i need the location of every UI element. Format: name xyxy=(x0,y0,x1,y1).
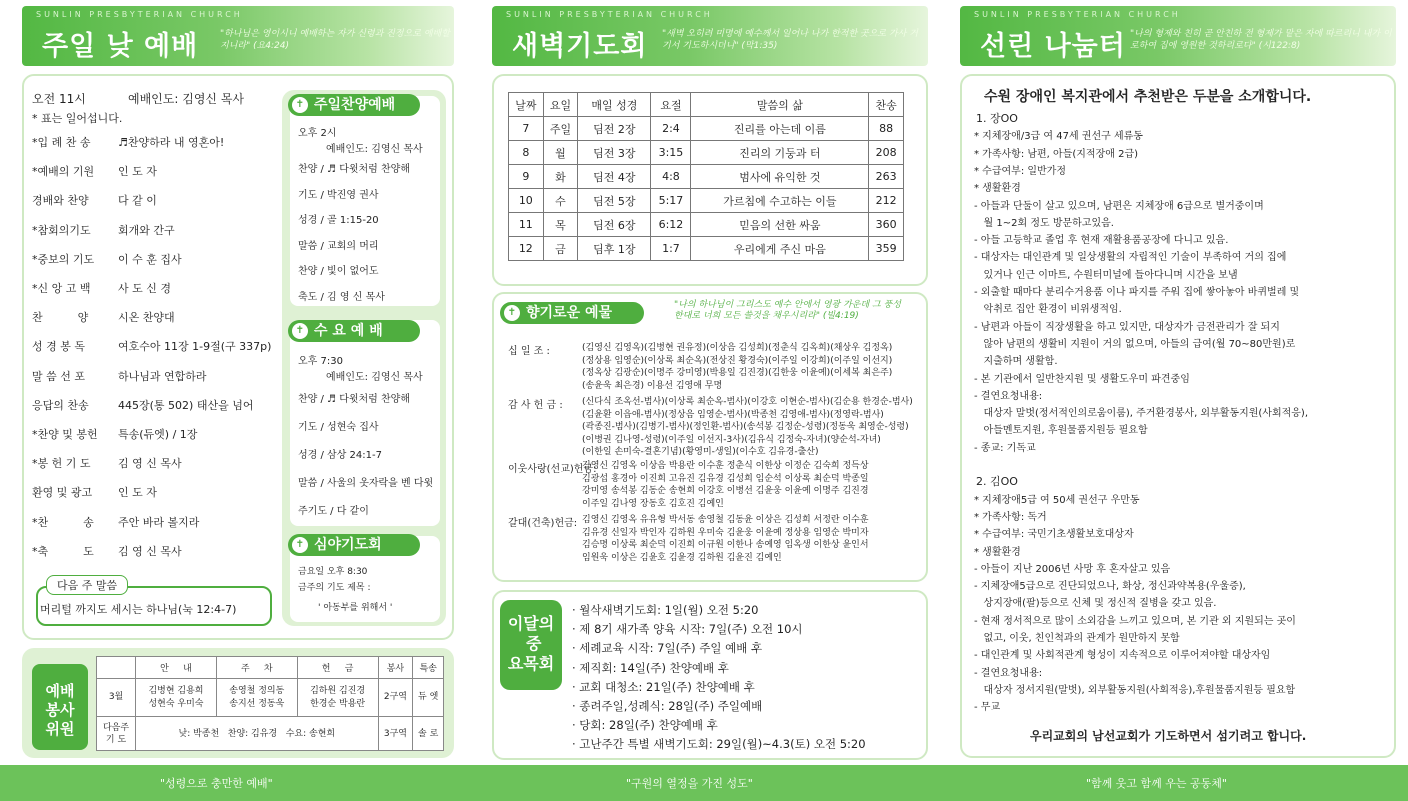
offering-label: 십 일 조 : xyxy=(508,346,550,357)
sharing-line: - 대인관계 및 사회적관계 형성이 지속적으로 이루어져야할 대상자임 xyxy=(974,650,1271,662)
wednesday-title: 수 요 예 배 xyxy=(314,323,383,339)
order-value: 이 수 훈 집사 xyxy=(118,252,182,266)
sunday-verse: "하나님은 영이시니 예배하는 자가 신령과 진정으로 예배할지니라" (요4:24) xyxy=(220,29,450,51)
dawn-row xyxy=(509,117,904,141)
night-prayer-title: 심야기도회 xyxy=(314,537,382,553)
dawn-cell: 진리의 기둥과 터 xyxy=(691,141,869,165)
dawn-cell: 2:4 xyxy=(651,117,691,141)
committee-cell: 송영철 정의동 송지선 정동욱 xyxy=(216,679,297,717)
dawn-cell: 주일 xyxy=(543,117,578,141)
dawn-cell: 믿음의 선한 싸움 xyxy=(691,213,869,237)
sharing-line: - 아들이 지난 2006년 사망 후 혼자살고 있음 xyxy=(974,563,1171,575)
praise-time: 오후 2시 xyxy=(298,128,337,139)
offering-names: (김영신 김영옥)(김병현 권유정)(이상음 김성희)(정춘식 김옥희)(채상우 김정옥) (정상용 임영순)(이상록 최순옥)(전상진 황경숙)(이주일 이강희)(이주일 이선지) (정옥상 김광순)(이명주 강미영)(박용일 김진경)(김한웅 이윤예)(이세복 최은주) (송윤욱 최은경) 이용선 김영애 무명 xyxy=(582,343,893,391)
sharing-line: 대상자 말벗(정서적인의로움이룸), 주거환경봉사, 외부활동지원(사회적응), xyxy=(974,408,1309,420)
wed-item: 주기도 / 다 같이 xyxy=(298,506,369,517)
sharing-line: 않아 남편의 생활비 지원이 거의 없으며, 아들의 급여(월 70~80만원)로 xyxy=(974,338,1296,350)
sharing-line: * 가족사항: 독거 xyxy=(974,511,1047,523)
dawn-body xyxy=(509,117,904,261)
committee-cell: 김병현 김용희 성현숙 우미숙 xyxy=(136,679,217,717)
wed-leader: 예배인도: 김영신 목사 xyxy=(326,372,423,383)
order-row xyxy=(32,192,157,208)
sharing-line: - 지체장애5급으로 진단되었으나, 화상, 정신과약복용(우울증), xyxy=(974,581,1246,593)
sharing-line: 상지장애(팔)등으로 신체 및 정신적 질병을 갖고 있음. xyxy=(974,598,1217,610)
sharing-heading: 수원 장애인 복지관에서 추천받은 두분을 소개합니다. xyxy=(984,89,1312,105)
dawn-header-cell: 말씀의 삶 xyxy=(691,93,869,117)
dawn-header-cell: 매일 성경 xyxy=(578,93,651,117)
dawn-header-cell: 요일 xyxy=(543,93,578,117)
sharing-line: - 종교: 기독교 xyxy=(974,442,1036,454)
dawn-header-cell: 요절 xyxy=(651,93,691,117)
sharing-line: * 수급여부: 일반가정 xyxy=(974,165,1067,177)
church-icon: ✝ xyxy=(292,323,308,339)
dawn-cell: 금 xyxy=(543,237,578,261)
monthly-item: · 당회: 28일(주) 찬양예배 후 xyxy=(572,718,718,733)
sharing-verse: "나의 형제와 친히 곧 안친하 전 형제가 맡은 자에 따르리니 내가 이로하여 집에 영원한 것하리로다" (시122:8) xyxy=(1130,29,1392,51)
dawn-cell: 딤전 2장 xyxy=(578,117,651,141)
church-name: SUNLIN PRESBYTERIAN CHURCH xyxy=(36,10,243,19)
dawn-cell: 359 xyxy=(869,237,904,261)
sharing-line: - 외출할 때마다 분리수거용품 이나 파지를 주워 집에 쌓아놓아 바퀴벌레 및 xyxy=(974,287,1300,298)
dawn-cell: 212 xyxy=(869,189,904,213)
monthly-title: 이달의 중 요목회 xyxy=(500,600,562,690)
order-label: *입 례 찬 송 xyxy=(32,136,91,149)
sunday-banner xyxy=(22,6,454,66)
church-icon: ✝ xyxy=(292,537,308,553)
sharing-line: * 지체장애/3급 여 47세 권선구 세류동 xyxy=(974,131,1143,143)
sharing-line: 1. 장OO xyxy=(976,112,1018,125)
night-prayer-pill xyxy=(288,534,420,556)
sunday-title: 주일 낮 예배 xyxy=(42,31,199,62)
order-row xyxy=(32,543,182,559)
sharing-line: * 지체장애5급 여 50세 권선구 우만동 xyxy=(974,494,1140,506)
footer-bar xyxy=(0,765,1408,801)
offering-names: (신다식 조옥선-범사)(이상록 최순옥-범사)(이강호 이현순-범사)(김순용 한경순-범사) (김윤환 이읍애-범사)(정상음 임영순-범사)(박종천 김영애-범사)(정영락-범사) (곽종진-범사)(김병기-범사)(정인환-범사)(송석봉 김정순-성령)(정동욱 최영순-성령) (이병권 김나영-성령)(이주일 이선지-3사)(김유식 김정숙-자녀)(양순석-자녀) (이한일 손미숙-결혼기념)(황영미-생일)(이수호 김유경-출산) xyxy=(582,397,913,458)
dawn-row xyxy=(509,213,904,237)
sharing-line: - 본 기관에서 일반찬지원 및 생활도우미 파견중임 xyxy=(974,373,1190,385)
praise-item: 말씀 / 교회의 머리 xyxy=(298,240,379,252)
offering-pill xyxy=(500,302,644,324)
sharing-line: 월 1~2회 정도 방문하고있음. xyxy=(974,217,1114,229)
next-week-text: 머리털 까지도 세시는 하나님(눅 12:4-7) xyxy=(40,603,237,616)
dawn-cell: 수 xyxy=(543,189,578,213)
dawn-cell: 11 xyxy=(509,213,544,237)
order-label: *찬양 및 봉헌 xyxy=(32,428,98,441)
order-value: 인 도 자 xyxy=(118,486,157,500)
dawn-cell: 딤전 4장 xyxy=(578,165,651,189)
dawn-row xyxy=(509,141,904,165)
dawn-cell: 딤전 6장 xyxy=(578,213,651,237)
offering-title: 향기로운 예물 xyxy=(526,305,613,321)
sunday-praise-title: 주일찬양예배 xyxy=(314,97,396,113)
committee-header-cell: 헌 금 xyxy=(297,657,378,679)
service-leader: 예배인도: 김영신 목사 xyxy=(128,92,245,106)
dawn-cell: 진리를 아는데 이름 xyxy=(691,117,869,141)
night-topic-label: 금주의 기도 제목 : xyxy=(298,583,371,593)
order-value: 특송(듀엣) / 1장 xyxy=(118,428,198,441)
sharing-closing: 우리교회의 남선교회가 기도하면서 섬기려고 합니다. xyxy=(1030,729,1307,743)
order-row xyxy=(32,134,224,150)
wed-item: 찬양 / ♬ 다윗처럼 찬양해 xyxy=(298,394,410,405)
order-value: 여호수아 11장 1-9절(구 337p) xyxy=(118,340,272,354)
dawn-header-cell: 찬송 xyxy=(869,93,904,117)
church-name: SUNLIN PRESBYTERIAN CHURCH xyxy=(506,10,713,19)
committee-cell: 2구역 xyxy=(378,679,413,717)
order-value: 주안 바라 볼지라 xyxy=(118,515,200,529)
order-row xyxy=(32,280,171,296)
order-label: *찬 송 xyxy=(32,515,94,529)
committee-cell: 김하원 김진경 한경순 박용란 xyxy=(297,679,378,717)
order-label: *예배의 기원 xyxy=(32,165,95,179)
sharing-line: 지출하며 생활함. xyxy=(974,356,1058,368)
dawn-banner xyxy=(492,6,928,66)
committee-title: 예배 봉사 위원 xyxy=(32,664,88,750)
offering-label: 이웃사랑(선교)헌금: xyxy=(508,464,597,475)
night-topic: ' 아동부를 위해서 ' xyxy=(318,603,393,613)
praise-item: 기도 / 박진영 권사 xyxy=(298,189,379,201)
order-label: *중보의 기도 xyxy=(32,252,95,266)
order-row xyxy=(32,397,253,413)
dawn-cell: 8 xyxy=(509,141,544,165)
praise-item: 축도 / 김 영 신 목사 xyxy=(298,291,385,303)
committee-row xyxy=(97,679,444,717)
footer-motto-3: "함께 웃고 함께 우는 공동체" xyxy=(1086,777,1227,790)
committee-cell: 낮: 박종천 찬양: 김유경 수요: 송현희 xyxy=(136,717,378,751)
offering-names: 김영신 김영옥 유유형 박서동 송영철 김동윤 이상은 김성희 서정란 이수훈 김유경 신일자 박인자 김하원 우미숙 김윤웅 이윤예 정상용 임영순 박미자 김승명 이상록 최순덕 이진희 이규원 이한나 송예영 임옥생 이한상 윤인서 임원욱 이상은 김윤호 김윤경 김하원 김윤진 김예인 xyxy=(582,515,869,563)
sharing-line: 대상자 정서지원(말벗), 외부활동지원(사회적응),후원물품지원등 필요함 xyxy=(974,684,1296,696)
sharing-line: - 결연요청내용: xyxy=(974,390,1043,402)
wed-time: 오후 7:30 xyxy=(298,356,343,367)
order-value: 인 도 자 xyxy=(118,165,157,179)
dawn-cell: 가르침에 수고하는 이들 xyxy=(691,189,869,213)
order-row xyxy=(32,338,271,354)
panel-sunday-worship xyxy=(0,0,466,765)
committee-header-cell: 특송 xyxy=(413,657,444,679)
dawn-cell: 360 xyxy=(869,213,904,237)
footer-motto-1: "성령으로 충만한 예배" xyxy=(160,777,273,790)
dawn-cell: 263 xyxy=(869,165,904,189)
church-name: SUNLIN PRESBYTERIAN CHURCH xyxy=(974,10,1181,19)
monthly-item: · 교회 대청소: 21일(주) 찬양예배 후 xyxy=(572,679,755,694)
monthly-item: · 제 8기 새가족 양육 시작: 7일(주) 오전 10시 xyxy=(572,622,803,637)
committee-cell: 듀 엣 xyxy=(413,679,444,717)
sharing-banner xyxy=(960,6,1396,66)
dawn-cell: 1:7 xyxy=(651,237,691,261)
wed-item: 말씀 / 사울의 옷자락을 벤 다윗 xyxy=(298,478,434,489)
sharing-line: - 결연요청내용: xyxy=(974,667,1043,679)
dawn-cell: 5:17 xyxy=(651,189,691,213)
committee-header-row xyxy=(97,657,444,679)
offering-label: 감 사 헌 금 : xyxy=(508,400,563,411)
sharing-line: - 대상자는 대인관계 및 일상생활의 자립적인 기술이 부족하여 거의 집에 xyxy=(974,252,1287,264)
dawn-cell: 12 xyxy=(509,237,544,261)
dawn-row xyxy=(509,189,904,213)
dawn-row xyxy=(509,165,904,189)
order-label: 말 씀 선 포 xyxy=(32,369,85,383)
dawn-cell: 10 xyxy=(509,189,544,213)
sharing-line: 있거나 인근 이마트, 수원터미널에 들아다니며 시간을 보냄 xyxy=(974,269,1238,281)
committee-header-cell: 봉사 xyxy=(378,657,413,679)
monthly-item: · 고난주간 특별 새벽기도회: 29일(월)~4.3(토) 오전 5:20 xyxy=(572,737,866,752)
dawn-cell: 9 xyxy=(509,165,544,189)
sunday-praise-pill xyxy=(288,94,420,116)
dawn-row xyxy=(509,237,904,261)
order-label: *신 앙 고 백 xyxy=(32,282,91,295)
dawn-cell: 6:12 xyxy=(651,213,691,237)
wed-item: 기도 / 성현숙 집사 xyxy=(298,422,379,433)
dawn-cell: 88 xyxy=(869,117,904,141)
committee-row xyxy=(97,717,444,751)
order-row xyxy=(32,251,182,267)
monthly-item: · 세례교육 시작: 7일(주) 주일 예배 후 xyxy=(572,641,763,656)
church-icon: ✝ xyxy=(292,97,308,113)
order-label: *봉 헌 기 도 xyxy=(32,457,91,471)
order-label: 환영 및 광고 xyxy=(32,486,93,500)
sharing-line: 없고, 이웃, 친인척과의 관계가 원만하지 못함 xyxy=(974,633,1180,644)
panel-dawn-prayer xyxy=(478,0,940,765)
dawn-header-cell: 날짜 xyxy=(509,93,544,117)
order-value: 김 영 신 목사 xyxy=(118,544,182,558)
church-icon: ✝ xyxy=(504,305,520,321)
committee-cell: 3구역 xyxy=(378,717,413,751)
order-value: 445장(통 502) 태산을 넘어 xyxy=(118,398,254,412)
offering-verse: "나의 하나님이 그리스도 예수 안에서 영광 가운데 그 풍성한대로 너희 모든 쓸것을 채우시리라" (빌4:19) xyxy=(674,300,901,321)
dawn-cell: 딤후 1장 xyxy=(578,237,651,261)
sharing-line: - 남편과 아들이 직장생활을 하고 있지만, 대상자가 금전관리가 잘 되지 xyxy=(974,321,1280,333)
order-row xyxy=(32,368,207,384)
standing-note: * 표는 일어섭니다. xyxy=(32,112,123,125)
committee-cell: 3월 xyxy=(97,679,136,717)
sharing-line: * 생활환경 xyxy=(974,546,1021,558)
footer-motto-2: "구원의 열정을 가진 성도" xyxy=(626,777,753,790)
order-value: 김 영 신 목사 xyxy=(118,457,182,471)
dawn-verse: "새벽 오히려 미명에 예수께서 일어나 나가 한적한 곳으로 가사 거기서 기도하시더니" (막1:35) xyxy=(662,29,918,51)
dawn-cell: 4:8 xyxy=(651,165,691,189)
order-value: ♬찬양하라 내 영혼아! xyxy=(118,136,225,149)
dawn-cell: 월 xyxy=(543,141,578,165)
order-label: 찬 양 xyxy=(32,311,89,325)
committee-header-cell: 안 내 xyxy=(136,657,217,679)
dawn-cell: 7 xyxy=(509,117,544,141)
order-row xyxy=(32,426,197,442)
order-row xyxy=(32,514,199,530)
order-value: 시온 찬양대 xyxy=(118,311,175,325)
dawn-cell: 우리에게 주신 마음 xyxy=(691,237,869,261)
sharing-line: - 무교 xyxy=(974,702,1001,714)
praise-item: 성경 / 골 1:15-20 xyxy=(298,215,379,226)
dawn-title: 새벽기도회 xyxy=(512,31,648,62)
dawn-cell: 목 xyxy=(543,213,578,237)
offering-label: 갈대(건축)헌금: xyxy=(508,518,578,529)
dawn-header-row xyxy=(509,93,904,117)
order-row xyxy=(32,222,175,238)
sharing-line: - 현재 정서적으로 많이 소외감을 느끼고 있으며, 본 기관 외 지원되는 곳이 xyxy=(974,615,1296,627)
next-week-title: 다음 주 말씀 xyxy=(46,575,128,595)
order-row xyxy=(32,455,182,471)
praise-leader: 예배인도: 김영신 목사 xyxy=(326,144,423,155)
order-label: 경배와 찬양 xyxy=(32,194,89,208)
order-value: 다 같 이 xyxy=(118,194,157,208)
wednesday-pill xyxy=(288,320,420,342)
sharing-line: * 가족사항: 남편, 아들(지적장애 2급) xyxy=(974,148,1139,160)
order-label: 응답의 찬송 xyxy=(32,398,89,412)
service-time: 오전 11시 xyxy=(32,92,86,106)
sharing-line: 아들멘토지원, 후원물품지원등 필요함 xyxy=(974,425,1148,437)
praise-item: 찬양 / ♬ 다윗처럼 찬양해 xyxy=(298,164,410,175)
order-row xyxy=(32,484,157,500)
sharing-line: - 아들 고등학교 졸업 후 현재 재활용품공장에 다니고 있음. xyxy=(974,235,1229,247)
order-value: 하나님과 연합하라 xyxy=(118,369,207,383)
sharing-line: - 아들과 단둘이 살고 있으며, 남편은 지체장애 6급으로 별거중이며 xyxy=(974,200,1264,212)
praise-item: 찬양 / 빛이 없어도 xyxy=(298,266,379,277)
sharing-line: * 수급여부: 국민기초생활보호대상자 xyxy=(974,529,1134,541)
dawn-cell: 3:15 xyxy=(651,141,691,165)
dawn-cell: 딤전 3장 xyxy=(578,141,651,165)
dawn-cell: 범사에 유익한 것 xyxy=(691,165,869,189)
committee-header-cell xyxy=(97,657,136,679)
dawn-cell: 딤전 5장 xyxy=(578,189,651,213)
offering-names: 김영신 김영옥 이상음 박용란 이수훈 정춘식 이한상 이정순 김숙희 정득상 김광섭 홍경아 이진희 고유진 김유경 김성희 임순석 이상록 최순덕 박종일 강미영 송석봉 김동순 송현희 이강호 이병선 김윤웅 이윤예 이명주 김진경 이주일 김나영 장동호 김호진 김예인 xyxy=(582,461,869,509)
committee-cell: 솔 로 xyxy=(413,717,444,751)
dawn-table xyxy=(508,92,904,261)
order-row xyxy=(32,309,175,325)
sharing-line: * 생활환경 xyxy=(974,183,1021,195)
wed-item: 성경 / 삼상 24:1-7 xyxy=(298,450,382,461)
order-label: *축 도 xyxy=(32,544,94,558)
order-label: *참회의기도 xyxy=(32,223,91,237)
sharing-line: 2. 김OO xyxy=(976,475,1018,489)
monthly-item: · 월삭새벽기도회: 1일(월) 오전 5:20 xyxy=(572,603,759,617)
monthly-item: · 종려주일,성례식: 28일(주) 주일예배 xyxy=(572,699,763,713)
sharing-line: 악취로 집안 환경이 비위생적임. xyxy=(974,304,1122,316)
committee-cell: 다음주 기 도 xyxy=(97,717,136,751)
committee-table xyxy=(96,656,444,751)
order-row xyxy=(32,163,157,179)
committee-header-cell: 주 차 xyxy=(216,657,297,679)
dawn-cell: 화 xyxy=(543,165,578,189)
order-label: 성 경 봉 독 xyxy=(32,340,85,354)
order-value: 사 도 신 경 xyxy=(118,282,171,295)
dawn-cell: 208 xyxy=(869,141,904,165)
order-value: 회개와 간구 xyxy=(118,223,175,237)
monthly-item: · 제직회: 14일(주) 찬양예배 후 xyxy=(572,660,729,675)
sharing-title: 선린 나눔터 xyxy=(980,31,1126,62)
panel-sharing xyxy=(952,0,1408,765)
night-time: 금요일 오후 8:30 xyxy=(298,567,368,577)
